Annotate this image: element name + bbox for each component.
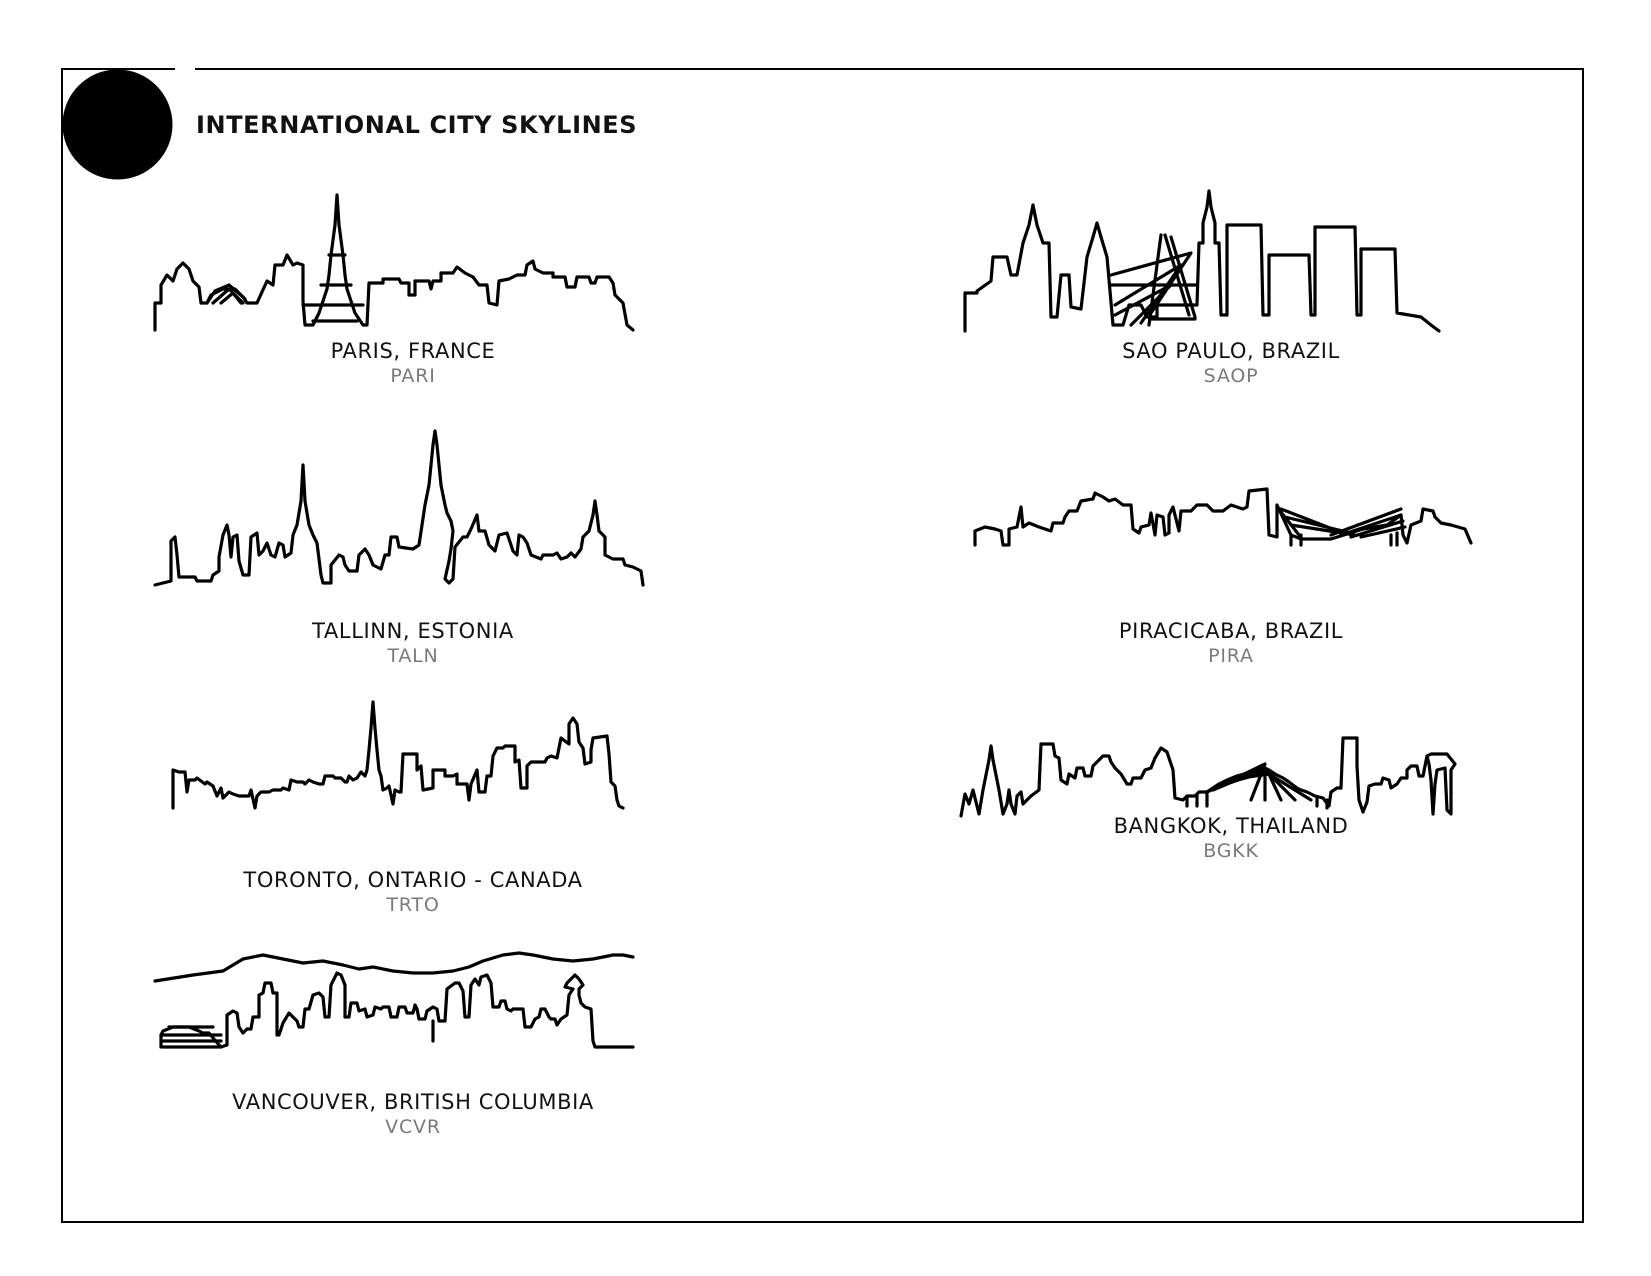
city-card-sao-paulo (951, 185, 1511, 415)
city-name: TORONTO, ONTARIO - CANADA (243, 868, 583, 892)
cw-logo (62, 69, 173, 180)
city-code: TRTO (386, 894, 440, 916)
city-card-vancouver (133, 945, 693, 1165)
frame-gap (175, 64, 195, 184)
city-name: SAO PAULO, BRAZIL (1122, 339, 1340, 363)
city-card-paris (133, 185, 693, 415)
city-code: SAOP (1203, 365, 1259, 387)
city-card-piracicaba (951, 425, 1511, 665)
city-code: TALN (387, 645, 439, 667)
city-name: VANCOUVER, BRITISH COLUMBIA (232, 1090, 594, 1114)
city-code: BGKK (1203, 840, 1259, 862)
sao-paulo-skyline-illustration (951, 185, 1511, 335)
vancouver-skyline-illustration (133, 945, 693, 1055)
city-name: TALLINN, ESTONIA (312, 619, 514, 643)
tallinn-skyline-illustration (133, 425, 693, 595)
city-card-tallinn (133, 425, 693, 665)
city-card-bangkok (951, 680, 1511, 920)
city-name: PIRACICABA, BRAZIL (1118, 619, 1344, 643)
city-name: BANGKOK, THAILAND (1113, 814, 1349, 838)
toronto-skyline-illustration (133, 680, 693, 820)
piracicaba-skyline-illustration (951, 425, 1511, 595)
city-name: PARIS, FRANCE (330, 339, 496, 363)
city-code: PIRA (1208, 645, 1254, 667)
bangkok-skyline-illustration (951, 680, 1511, 820)
city-code: PARI (390, 365, 436, 387)
city-card-toronto (133, 680, 693, 920)
document-title: INTERNATIONAL CITY SKYLINES (196, 111, 638, 139)
paris-skyline-illustration (133, 185, 693, 335)
city-code: VCVR (385, 1116, 441, 1138)
